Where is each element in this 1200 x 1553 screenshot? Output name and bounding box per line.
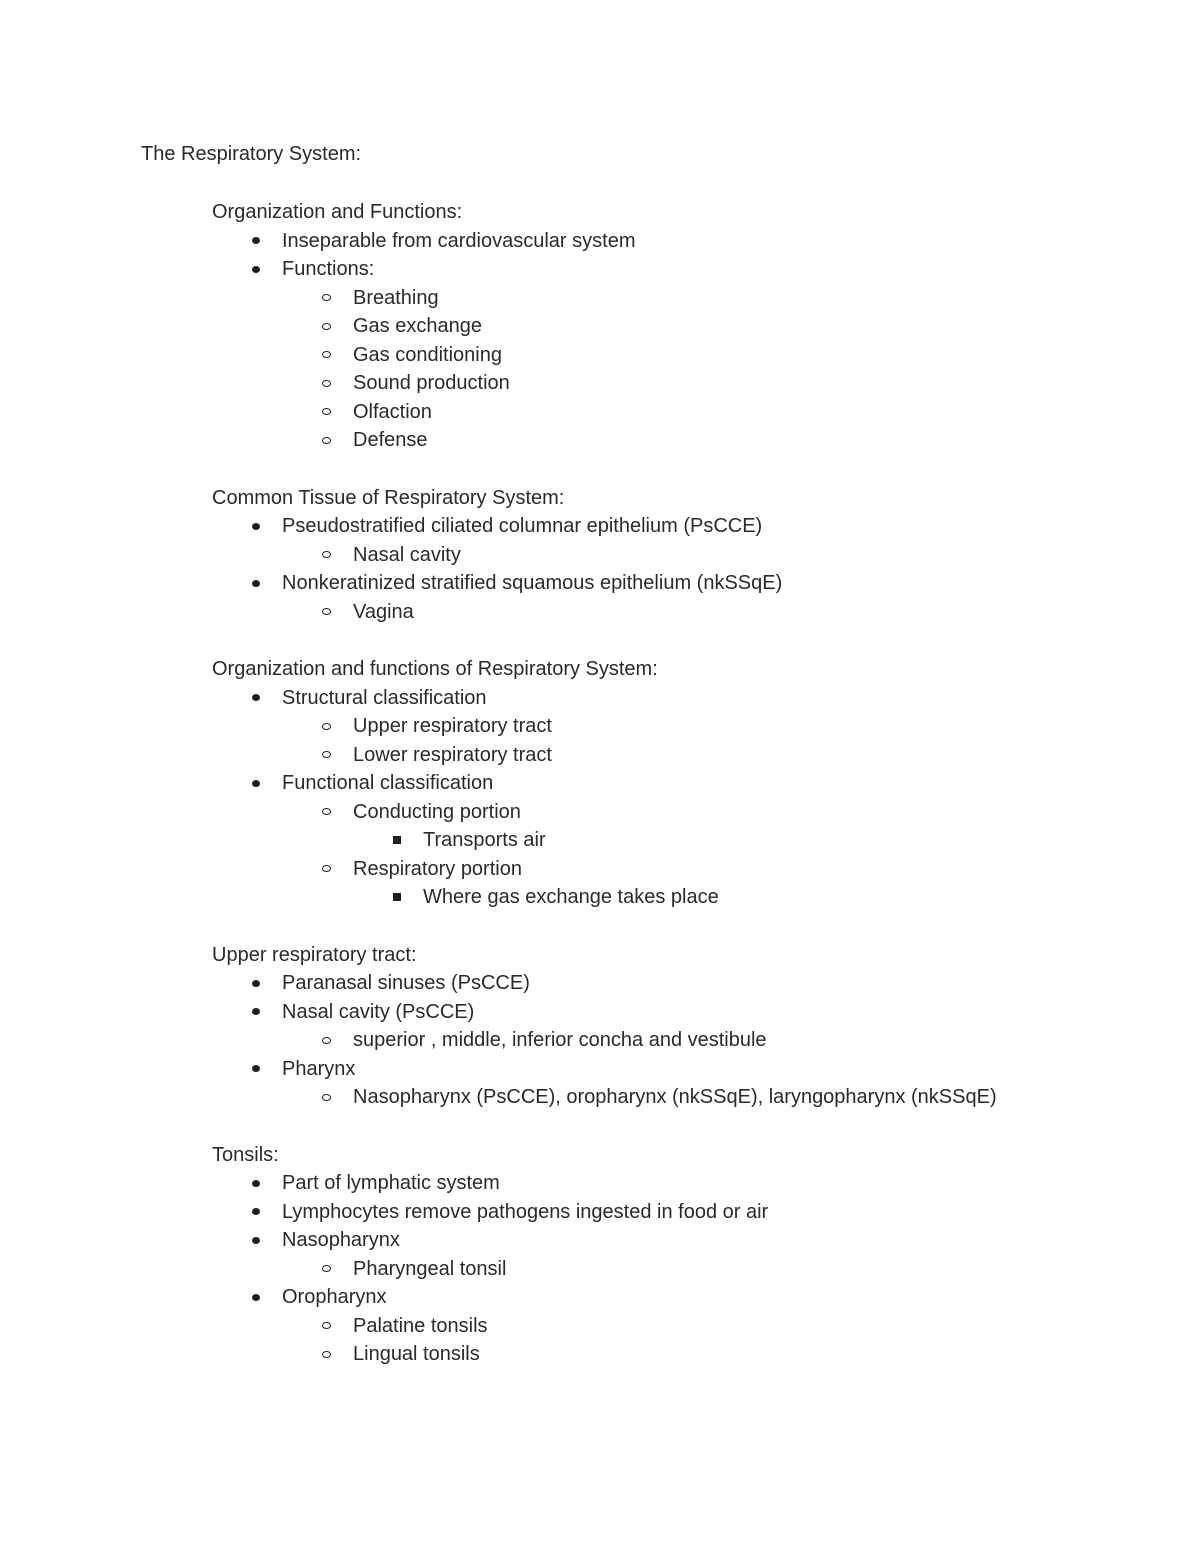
bullet-disc-icon — [252, 1294, 260, 1301]
bullet-circle-icon — [322, 808, 331, 815]
bullet-circle-icon — [322, 1322, 331, 1329]
bullet-disc-icon — [252, 980, 260, 987]
list-item — [212, 1283, 1161, 1312]
bullet-circle-icon — [322, 437, 331, 444]
list-item — [212, 798, 1161, 827]
bullet-disc-icon — [252, 694, 260, 701]
bullet-circle-icon — [322, 294, 331, 301]
list-item — [212, 569, 1161, 598]
bullet-list — [212, 1169, 1161, 1369]
list-item — [212, 1026, 1161, 1055]
bullet-circle-icon — [322, 751, 331, 758]
list-item — [212, 1255, 1161, 1284]
bullet-circle-icon — [322, 723, 331, 730]
list-item-text: Nasal cavity (PsCCE) — [282, 1000, 475, 1023]
bullet-circle-icon — [322, 408, 331, 415]
section-organization-and-functions — [141, 198, 1161, 455]
list-item-text: Pseudostratified ciliated columnar epithelium (PsCCE) — [282, 515, 763, 537]
section-heading: Upper respiratory tract: — [212, 943, 417, 966]
bullet-square-icon — [393, 893, 401, 901]
list-item — [212, 1169, 1161, 1198]
bullet-circle-icon — [322, 1351, 331, 1358]
list-item-text: Vagina — [353, 600, 414, 623]
list-item — [212, 312, 1161, 341]
section-heading: Organization and Functions: — [212, 201, 463, 223]
list-item — [212, 426, 1161, 455]
bullet-list — [212, 227, 1161, 455]
list-item — [212, 1226, 1161, 1255]
bullet-circle-icon — [322, 1265, 331, 1272]
list-item — [212, 284, 1161, 313]
bullet-disc-icon — [252, 266, 260, 273]
bullet-circle-icon — [322, 380, 331, 387]
section-upper-respiratory-tract — [141, 941, 1161, 1112]
list-item — [212, 341, 1161, 370]
list-item-text: Olfaction — [353, 400, 432, 423]
bullet-circle-icon — [322, 551, 331, 558]
list-item-text: Oropharynx — [282, 1286, 387, 1308]
list-item — [212, 741, 1161, 770]
list-item — [212, 826, 1161, 855]
list-item-text: Upper respiratory tract — [353, 715, 552, 737]
bullet-list — [212, 969, 1161, 1112]
list-item-text: Respiratory portion — [353, 857, 522, 880]
list-item-text: Palatine tonsils — [353, 1314, 488, 1337]
bullet-list — [212, 684, 1161, 912]
list-item-text: Lingual tonsils — [353, 1343, 480, 1365]
list-item-text: Pharynx — [282, 1057, 356, 1080]
bullet-disc-icon — [252, 1065, 260, 1072]
list-item-text: Defense — [353, 429, 428, 451]
list-item-text: Transports air — [423, 829, 546, 851]
list-item-text: Paranasal sinuses (PsCCE) — [282, 972, 530, 994]
list-item — [212, 1198, 1161, 1227]
list-item-text: Gas conditioning — [353, 343, 502, 366]
list-item — [212, 769, 1161, 798]
list-item — [212, 1340, 1161, 1369]
list-item-text: Lower respiratory tract — [353, 743, 552, 766]
list-item-text: Inseparable from cardiovascular system — [282, 229, 636, 252]
list-item — [212, 712, 1161, 741]
bullet-circle-icon — [322, 323, 331, 330]
bullet-square-icon — [393, 836, 401, 844]
bullet-circle-icon — [322, 1094, 331, 1101]
list-item-text: Breathing — [353, 286, 439, 309]
list-item-text: Lymphocytes remove pathogens ingested in food or air — [282, 1200, 769, 1223]
bullet-disc-icon — [252, 580, 260, 587]
list-item-text: Gas exchange — [353, 315, 482, 337]
bullet-disc-icon — [252, 1180, 260, 1187]
bullet-disc-icon — [252, 523, 260, 530]
list-item-text: Nasal cavity — [353, 543, 461, 566]
list-item-text: Pharyngeal tonsil — [353, 1257, 507, 1280]
list-item — [212, 1083, 1161, 1112]
list-item — [212, 684, 1161, 713]
list-item-text: Part of lymphatic system — [282, 1172, 500, 1194]
list-item-text: Where gas exchange takes place — [423, 886, 719, 908]
bullet-disc-icon — [252, 1008, 260, 1015]
list-item-text: Functional classification — [282, 772, 494, 794]
list-item-text: Functions: — [282, 258, 375, 280]
bullet-disc-icon — [252, 237, 260, 244]
list-item-text: Nonkeratinized stratified squamous epithelium (nkSSqE) — [282, 572, 783, 594]
section-common-tissue — [141, 484, 1161, 627]
bullet-disc-icon — [252, 1237, 260, 1244]
list-item-text: superior , middle, inferior concha and vestibule — [353, 1029, 767, 1051]
bullet-list — [212, 512, 1161, 626]
list-item — [212, 255, 1161, 284]
list-item — [212, 512, 1161, 541]
list-item-text: Sound production — [353, 372, 510, 394]
list-item — [212, 998, 1161, 1027]
list-item-text: Conducting portion — [353, 800, 521, 823]
bullet-circle-icon — [322, 1037, 331, 1044]
bullet-circle-icon — [322, 865, 331, 872]
bullet-disc-icon — [252, 780, 260, 787]
section-heading: Organization and functions of Respiratory System: — [212, 658, 658, 680]
list-item-text: Nasopharynx (PsCCE), oropharynx (nkSSqE), laryngopharynx (nkSSqE) — [353, 1086, 997, 1108]
section-tonsils — [141, 1141, 1161, 1369]
document-body — [141, 140, 1161, 1398]
list-item-text: Nasopharynx — [282, 1229, 400, 1251]
list-item — [212, 969, 1161, 998]
bullet-disc-icon — [252, 1208, 260, 1215]
list-item — [212, 227, 1161, 256]
list-item — [212, 855, 1161, 884]
list-item — [212, 1312, 1161, 1341]
bullet-circle-icon — [322, 351, 331, 358]
list-item-text: Structural classification — [282, 686, 487, 709]
document-title: The Respiratory System: — [141, 143, 362, 165]
list-item — [212, 598, 1161, 627]
bullet-circle-icon — [322, 608, 331, 615]
section-heading: Common Tissue of Respiratory System: — [212, 486, 565, 509]
list-item — [212, 369, 1161, 398]
list-item — [212, 398, 1161, 427]
list-item — [212, 541, 1161, 570]
section-heading: Tonsils: — [212, 1143, 279, 1166]
list-item — [212, 1055, 1161, 1084]
section-organization-functions-respiratory — [141, 655, 1161, 912]
list-item — [212, 883, 1161, 912]
